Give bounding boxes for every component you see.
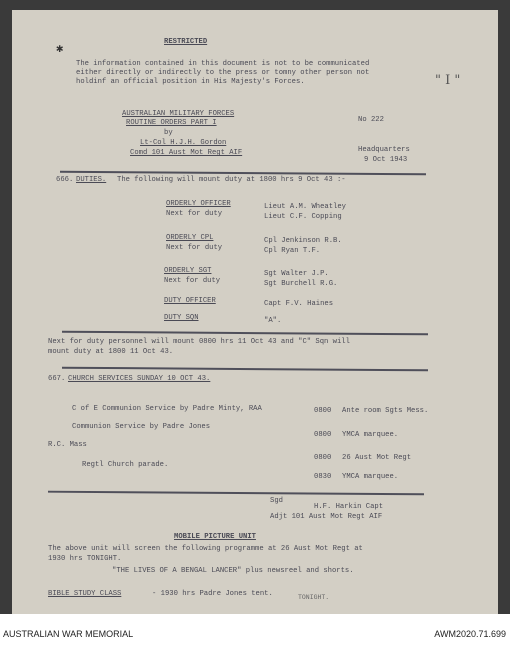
duty-role-8: DUTY SQN xyxy=(164,314,199,322)
duty-name-7: Capt F.V. Haines xyxy=(264,300,334,308)
mobile-line-1: The above unit will screen the following programme at 26 Aust Mot Regt at xyxy=(48,545,363,553)
church-heading: CHURCH SERVICES SUNDAY 10 OCT 43. xyxy=(68,375,211,383)
duty-role-6: Next for duty xyxy=(164,277,221,285)
command-title: Comd 101 Aust Mot Regt AIF xyxy=(130,149,243,157)
duty-role-5: ORDERLY SGT xyxy=(164,267,212,275)
mobile-line-2: 1930 hrs TONIGHT. xyxy=(48,555,122,563)
mobile-line-3: "THE LIVES OF A BENGAL LANCER" plus newsreel and shorts. xyxy=(112,567,354,575)
pin-hole-mark: ✱ xyxy=(56,42,64,56)
church-time-3: 0800 xyxy=(314,454,332,462)
document-page xyxy=(12,10,498,614)
handwritten-annotation: " I " xyxy=(435,73,461,88)
mobile-heading: MOBILE PICTURE UNIT xyxy=(174,533,256,541)
footer-institution: AUSTRALIAN WAR MEMORIAL xyxy=(3,629,134,639)
duty-name-4: Cpl Ryan T.F. xyxy=(264,247,321,255)
duty-role-7: DUTY OFFICER xyxy=(164,297,216,305)
orders-title: ROUTINE ORDERS PART I xyxy=(126,119,217,127)
order-number: No 222 xyxy=(358,116,384,124)
church-service-3: R.C. Mass xyxy=(48,441,87,449)
by-label: by xyxy=(164,129,173,137)
archive-footer xyxy=(0,614,510,653)
duty-role-1: ORDERLY OFFICER xyxy=(166,200,231,208)
notice-line-3: holdinf an official position in His Majesty's Forces. xyxy=(76,78,305,86)
church-service-4: Regtl Church parade. xyxy=(82,461,169,469)
signature-sgd: Sgd xyxy=(270,497,283,505)
unit-title: AUSTRALIAN MILITARY FORCES xyxy=(122,110,235,118)
next-duty-line-2: mount duty at 1800 11 Oct 43. xyxy=(48,348,174,356)
duty-role-3: ORDERLY CPL xyxy=(166,234,214,242)
church-time-1: 0800 xyxy=(314,407,332,415)
next-duty-line-1: Next for duty personnel will mount 0800 hrs 11 Oct 43 and "C" Sqn will xyxy=(48,338,350,346)
church-number: 667. xyxy=(48,375,66,383)
divider-3 xyxy=(62,367,428,371)
duty-name-8: "A". xyxy=(264,317,282,325)
duty-name-6: Sgt Burchell R.G. xyxy=(264,280,338,288)
notice-line-2: either directly or indirectly to the press or tomny other person not xyxy=(76,69,370,77)
duty-name-5: Sgt Walter J.P. xyxy=(264,270,329,278)
duties-number: 666. xyxy=(56,176,74,184)
church-place-2: YMCA marquee. xyxy=(342,431,399,439)
signature-name: H.F. Harkin Capt xyxy=(314,503,384,511)
church-place-1: Ante room Sgts Mess. xyxy=(342,407,429,415)
notice-line-1: The information contained in this document is not to be communicated xyxy=(76,60,370,68)
duties-heading: DUTIES. xyxy=(76,176,107,184)
restricted-heading: RESTRICTED xyxy=(164,38,208,46)
divider-2 xyxy=(62,331,428,335)
duty-role-4: Next for duty xyxy=(166,244,223,252)
headquarters-label: Headquarters xyxy=(358,146,410,154)
church-service-1: C of E Communion Service by Padre Minty, RAA xyxy=(72,405,262,413)
bible-text: - 1930 hrs Padre Jones tent. xyxy=(152,590,273,598)
duty-role-2: Next for duty xyxy=(166,210,223,218)
signature-title: Adjt 101 Aust Mot Regt AIF xyxy=(270,513,383,521)
church-time-4: 0830 xyxy=(314,473,332,481)
duty-name-1: Lieut A.M. Wheatley xyxy=(264,203,346,211)
church-place-4: YMCA marquee. xyxy=(342,473,399,481)
duty-name-3: Cpl Jenkinson R.B. xyxy=(264,237,342,245)
order-date: 9 Oct 1943 xyxy=(364,156,408,164)
bible-added: TONIGHT. xyxy=(298,594,330,601)
duty-name-2: Lieut C.F. Copping xyxy=(264,213,342,221)
commander-name: Lt-Col H.J.H. Gordon xyxy=(140,139,227,147)
footer-accession: AWM2020.71.699 xyxy=(434,629,506,639)
church-place-3: 26 Aust Mot Regt xyxy=(342,454,412,462)
church-time-2: 0800 xyxy=(314,431,332,439)
church-service-2: Communion Service by Padre Jones xyxy=(72,423,211,431)
divider-1 xyxy=(60,171,426,175)
divider-4 xyxy=(48,491,424,495)
bible-heading: BIBLE STUDY CLASS xyxy=(48,590,122,598)
duties-intro: The following will mount duty at 1800 hrs 9 Oct 43 :- xyxy=(117,176,346,184)
